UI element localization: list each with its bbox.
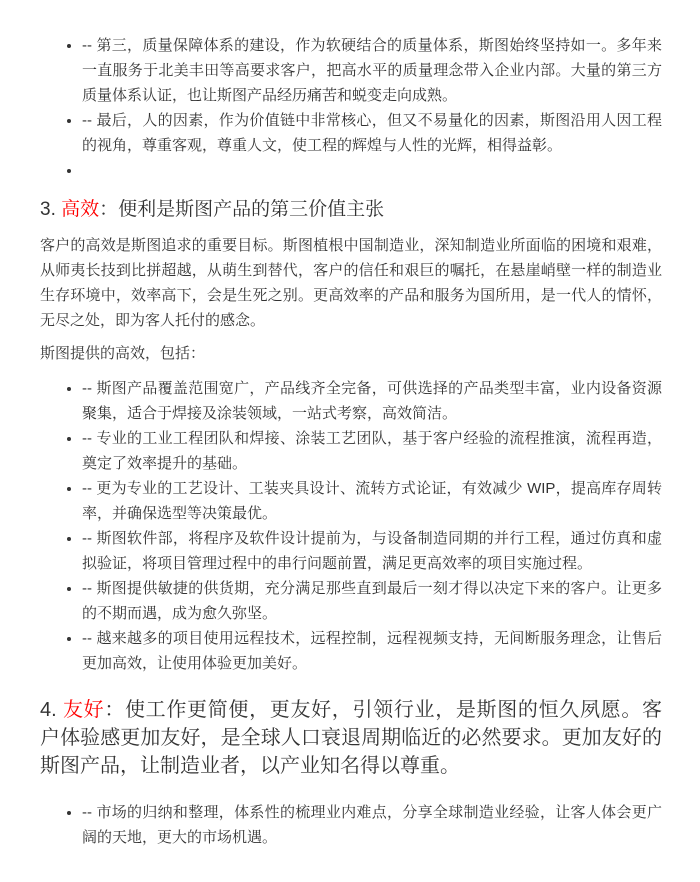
section-4-number: 4. xyxy=(40,699,57,721)
section-4-title-rest: ：使工作更简便，更友好，引领行业，是斯图的恒久夙愿。客户体验感更加友好，是全球人口衰退周期临近的必然要求。更加友好的斯图产品，让制造业者，以产业知名得以尊重。 xyxy=(40,699,663,777)
section-4-heading xyxy=(40,696,662,780)
section-3-heading xyxy=(40,196,662,224)
section-3-title-rest: ：便利是斯图产品的第三价值主张 xyxy=(99,199,385,220)
list-item: • -- 斯图软件部，将程序及软件设计提前为，与设备制造同期的并行工程，通过仿真和虚拟验证，将项目管理过程中的串行问题前置，满足更高效率的项目实施过程。 xyxy=(82,526,662,576)
list-item: • -- 第三，质量保障体系的建设，作为软硬结合的质量体系，斯图始终坚持如一。多年来一直服务于北美丰田等高要求客户，把高水平的质量理念带入企业内部。大量的第三方质量体系认证，也让斯图产品经历痛苦和蜕变走向成熟。 xyxy=(82,33,662,108)
intro-bullet-list xyxy=(40,33,662,183)
section-3-bullet-list xyxy=(40,376,662,676)
section-3-list-intro: 斯图提供的高效，包括： xyxy=(40,345,206,362)
list-item-empty xyxy=(82,158,662,183)
section-3-keyword: 高效 xyxy=(61,199,100,220)
section-4-bullet-list xyxy=(40,800,662,850)
list-item: • -- 斯图产品覆盖范围宽广，产品线齐全完备，可供选择的产品类型丰富，业内设备资源聚集，适合于焊接及涂装领域，一站式考察，高效简洁。 xyxy=(82,376,662,426)
list-item: • -- 最后，人的因素，作为价值链中非常核心，但又不易量化的因素，斯图沿用人因工程的视角，尊重客观，尊重人文，使工程的辉煌与人性的光辉，相得益彰。 xyxy=(82,108,662,158)
section-3-number: 3. xyxy=(40,199,56,220)
section-4-keyword: 友好 xyxy=(62,699,105,721)
list-item: • -- 斯图提供敏捷的供货期，充分满足那些直到最后一刻才得以决定下来的客户。让更多的不期而遇，成为愈久弥坚。 xyxy=(82,576,662,626)
list-item: • -- 越来越多的项目使用远程技术，远程控制，远程视频支持，无间断服务理念，让售后更加高效，让使用体验更加美好。 xyxy=(82,626,662,676)
list-item: • -- 更为专业的工艺设计、工装夹具设计、流转方式论证，有效减少 WIP，提高库存周转率，并确保选型等决策最优。 xyxy=(82,476,662,526)
list-item: • -- 专业的工业工程团队和焊接、涂装工艺团队，基于客户经验的流程推演，流程再造，奠定了效率提升的基础。 xyxy=(82,426,662,476)
list-item: • -- 市场的归纳和整理，体系性的梳理业内难点，分享全球制造业经验，让客人体会更广阔的天地，更大的市场机遇。 xyxy=(82,800,662,850)
section-3-paragraph: 客户的高效是斯图追求的重要目标。斯图植根中国制造业，深知制造业所面临的困境和艰难，从师夷长技到比拼超越，从萌生到替代，客户的信任和艰巨的嘱托，在悬崖峭壁一样的制造业生存环境中，效率高下，会是生死之别。更高效率的产品和服务为国所用，是一代人的情怀，无尽之处，即为客人托付的感念。 xyxy=(40,237,662,329)
